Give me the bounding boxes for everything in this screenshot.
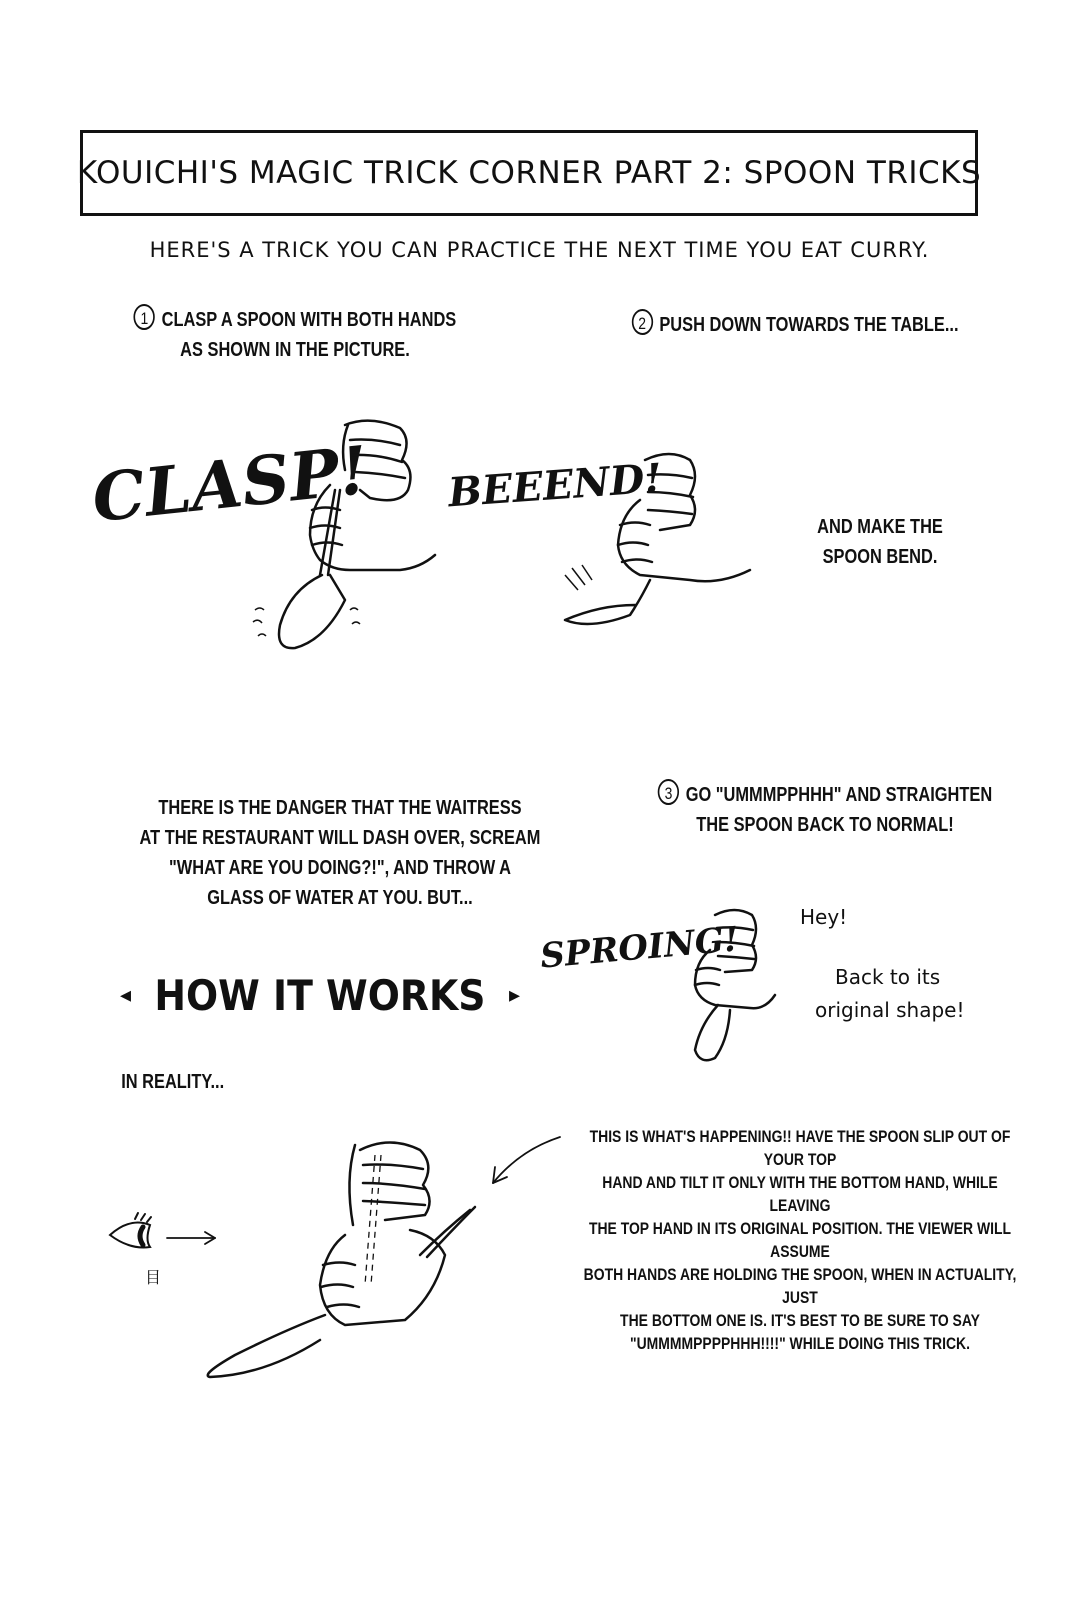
straighten-hands-illustration bbox=[670, 900, 800, 1070]
explanation-line-4: BOTH HANDS ARE HOLDING THE SPOON, WHEN IN ACTUALITY, JUST bbox=[583, 1265, 1017, 1307]
danger-line-2: AT THE RESTAURANT WILL DASH OVER, SCREAM bbox=[139, 827, 541, 849]
clasp-hands-illustration bbox=[250, 410, 450, 660]
left-arrow-icon: ◂ bbox=[120, 982, 132, 1007]
right-arrow-icon: ▸ bbox=[508, 982, 520, 1007]
reality-hands-illustration bbox=[195, 1125, 515, 1395]
step-3-caption bbox=[657, 780, 993, 840]
danger-line-3: "WHAT ARE YOU DOING?!", AND THROW A bbox=[168, 857, 512, 879]
explanation-paragraph bbox=[570, 1125, 1029, 1355]
page-title: KOUICHI'S MAGIC TRICK CORNER PART 2: SPOON TRICKS bbox=[76, 155, 982, 191]
bend-caption bbox=[806, 512, 954, 572]
step-2-caption bbox=[627, 310, 963, 340]
step-1-line-1: CLASP A SPOON WITH BOTH HANDS bbox=[161, 309, 457, 331]
how-it-works-label: HOW IT WORKS bbox=[154, 970, 486, 1020]
step-1-number: 1 bbox=[134, 304, 155, 330]
how-it-works-header bbox=[120, 965, 520, 1025]
eye-label: 目 bbox=[145, 1268, 162, 1287]
step-1-caption bbox=[131, 305, 459, 365]
explanation-line-5: THE BOTTOM ONE IS. IT'S BEST TO BE SURE TO SAY bbox=[620, 1311, 980, 1330]
back-to-its-text: Back to its bbox=[835, 965, 941, 989]
step-3-line-2: THE SPOON BACK TO NORMAL! bbox=[696, 814, 954, 836]
title-box bbox=[76, 130, 982, 216]
danger-paragraph bbox=[127, 793, 553, 913]
sfx-sproing: SPROING! bbox=[538, 919, 741, 977]
step-1-line-2: AS SHOWN IN THE PICTURE. bbox=[180, 339, 410, 361]
step-3-line-1: GO "UMMMPPHHH" AND STRAIGHTEN bbox=[685, 784, 993, 806]
bend-caption-line-1: AND MAKE THE bbox=[817, 516, 943, 538]
bend-hands-illustration bbox=[560, 440, 760, 640]
bend-caption-line-2: SPOON BEND. bbox=[822, 546, 938, 568]
sfx-bend: BEEEND! bbox=[446, 454, 664, 517]
sfx-clasp: CLASP! bbox=[88, 430, 372, 538]
explanation-line-6: "UMMMMPPPPHHH!!!!" WHILE DOING THIS TRICK. bbox=[629, 1334, 970, 1353]
step-3-number: 3 bbox=[658, 779, 679, 805]
hey-text: Hey! bbox=[800, 905, 848, 929]
explanation-line-1: THIS IS WHAT'S HAPPENING!! HAVE THE SPOON SLIP OUT OF YOUR TOP bbox=[589, 1127, 1011, 1169]
step-2-line-1: PUSH DOWN TOWARDS THE TABLE... bbox=[659, 314, 959, 336]
danger-line-4: GLASS OF WATER AT YOU. BUT... bbox=[207, 887, 473, 909]
explanation-line-2: HAND AND TILT IT ONLY WITH THE BOTTOM HAND, WHILE LEAVING bbox=[602, 1173, 998, 1215]
in-reality-text: IN REALITY... bbox=[121, 1071, 225, 1093]
explanation-line-3: THE TOP HAND IN ITS ORIGINAL POSITION. THE VIEWER WILL ASSUME bbox=[588, 1219, 1012, 1261]
step-2-number: 2 bbox=[631, 309, 652, 335]
original-shape-text: original shape! bbox=[815, 998, 965, 1022]
danger-line-1: THERE IS THE DANGER THAT THE WAITRESS bbox=[158, 797, 522, 819]
intro-text: HERE'S A TRICK YOU CAN PRACTICE THE NEXT TIME YOU EAT CURRY. bbox=[149, 238, 930, 262]
